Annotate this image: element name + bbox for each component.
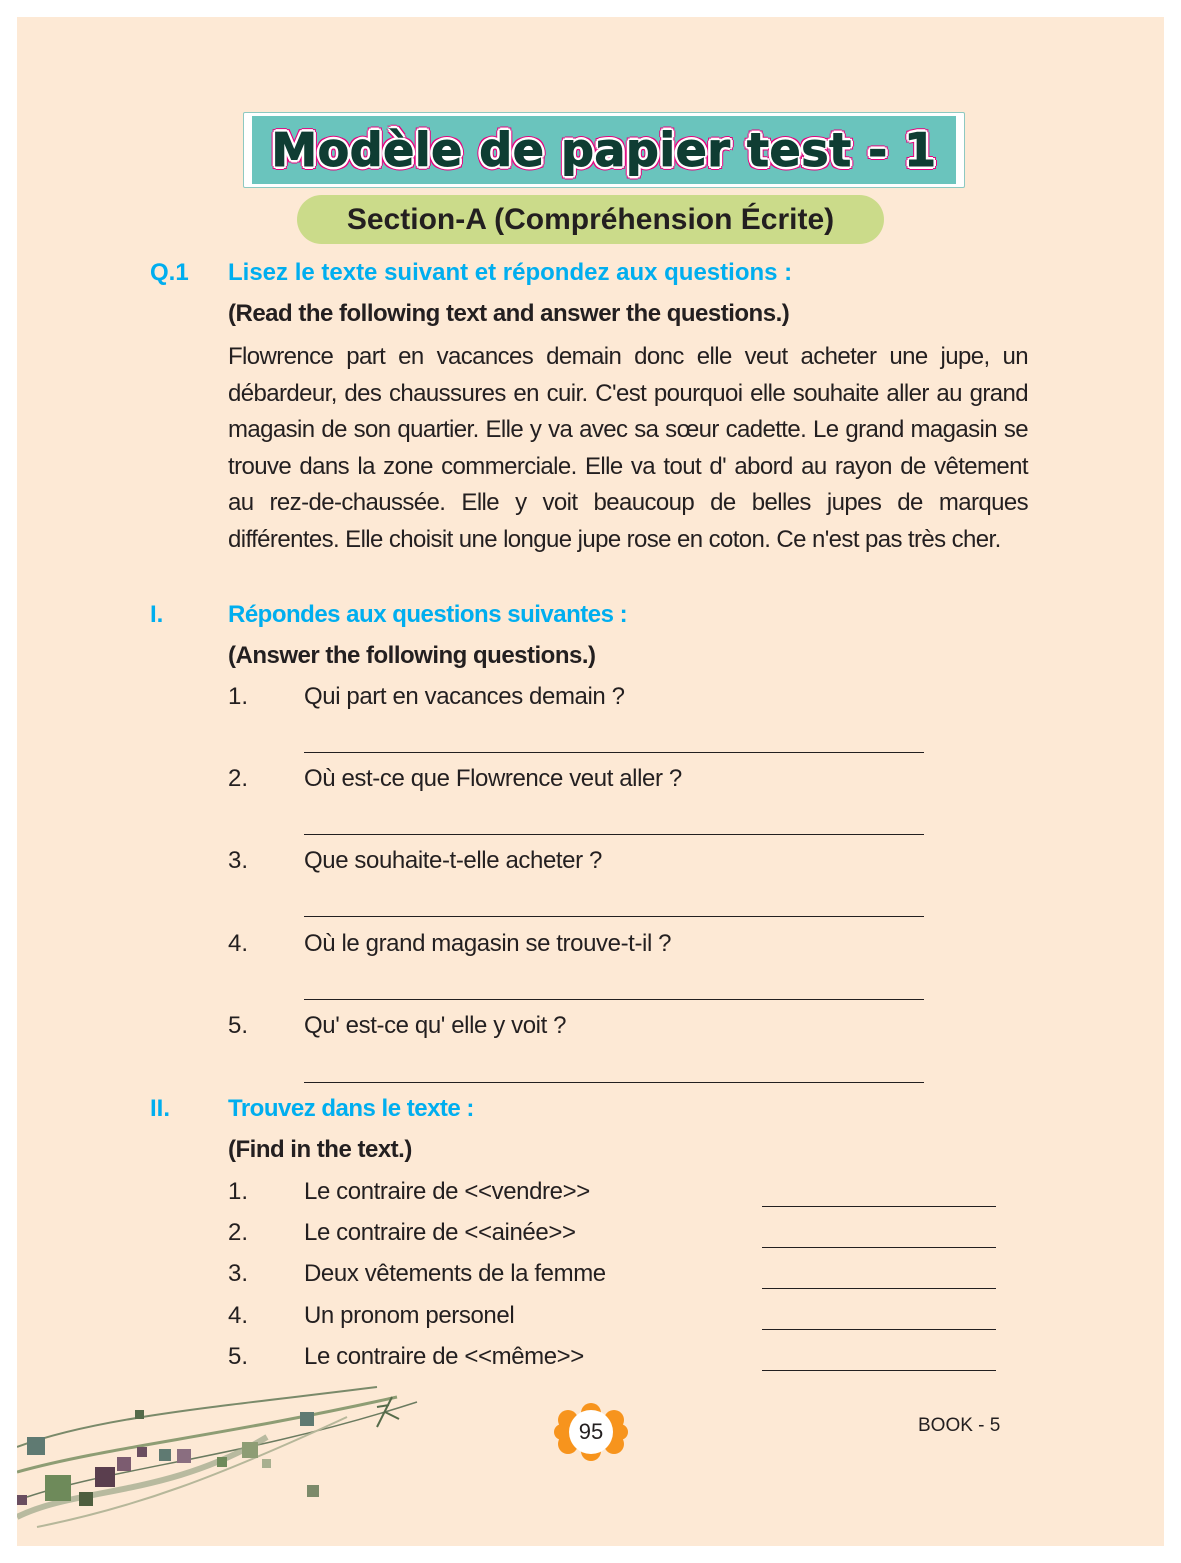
item-text: Le contraire de <<même>> [304, 1343, 584, 1370]
q1-instruction: Lisez le texte suivant et répondez aux questions : [228, 259, 793, 286]
part1-translation: (Answer the following questions.) [228, 642, 596, 669]
worksheet-page [17, 17, 1164, 1546]
answer-line[interactable] [304, 916, 924, 917]
answer-line[interactable] [762, 1329, 996, 1330]
page-number: 95 [578, 1419, 604, 1444]
item-number: 5. [228, 1343, 249, 1370]
q1-label: Q.1 [150, 259, 189, 286]
answer-line[interactable] [762, 1206, 996, 1207]
item-text: Un pronom personel [304, 1302, 515, 1329]
question-number: 3. [228, 847, 249, 874]
title-banner [243, 112, 965, 188]
part2-translation: (Find in the text.) [228, 1136, 412, 1163]
answer-line[interactable] [762, 1247, 996, 1248]
item-number: 1. [228, 1178, 249, 1205]
question-number: 1. [228, 683, 249, 710]
reading-passage: Flowrence part en vacances demain donc elle veut acheter une jupe, un débardeur, des chaussures en cuir. C'est pourquoi elle souhaite aller au grand magasin de son quartier. Elle y va avec sa sœur cadette. Le grand magasin se trouve dans la zone commerciale. Elle va tout d' abord au rayon de vêtement au rez-de-chaussée. Elle y voit beaucoup de belles jupes de marques différentes. Elle choisit une longue jupe rose en coton. Ce n'est pas très cher. [228, 343, 1028, 553]
page-title: Modèle de papier test - 1 [271, 123, 937, 177]
question-number: 5. [228, 1012, 249, 1039]
part1-instruction: Répondes aux questions suivantes : [228, 601, 628, 628]
title-box [252, 116, 956, 184]
q1-translation: (Read the following text and answer the questions.) [228, 300, 790, 327]
answer-line[interactable] [762, 1288, 996, 1289]
answer-line[interactable] [304, 752, 924, 753]
item-text: Le contraire de <<ainée>> [304, 1219, 576, 1246]
question-text: Où le grand magasin se trouve-t-il ? [304, 930, 672, 957]
part2-label: II. [150, 1095, 171, 1122]
section-heading: Section-A (Compréhension Écrite) [297, 195, 884, 244]
part2-instruction: Trouvez dans le texte : [228, 1095, 474, 1122]
question-number: 2. [228, 765, 249, 792]
question-text: Que souhaite-t-elle acheter ? [304, 847, 602, 874]
question-number: 4. [228, 930, 249, 957]
item-text: Le contraire de <<vendre>> [304, 1178, 590, 1205]
item-number: 3. [228, 1260, 249, 1287]
item-text: Deux vêtements de la femme [304, 1260, 606, 1287]
question-text: Qui part en vacances demain ? [304, 683, 625, 710]
decorative-swirl-icon [17, 1377, 437, 1546]
answer-line[interactable] [304, 834, 924, 835]
book-label: BOOK - 5 [918, 1415, 1001, 1436]
answer-line[interactable] [762, 1370, 996, 1371]
answer-line[interactable] [304, 1082, 924, 1083]
item-number: 2. [228, 1219, 249, 1246]
item-number: 4. [228, 1302, 249, 1329]
part1-label: I. [150, 601, 164, 628]
question-text: Qu' est-ce qu' elle y voit ? [304, 1012, 567, 1039]
answer-line[interactable] [304, 999, 924, 1000]
question-text: Où est-ce que Flowrence veut aller ? [304, 765, 682, 792]
